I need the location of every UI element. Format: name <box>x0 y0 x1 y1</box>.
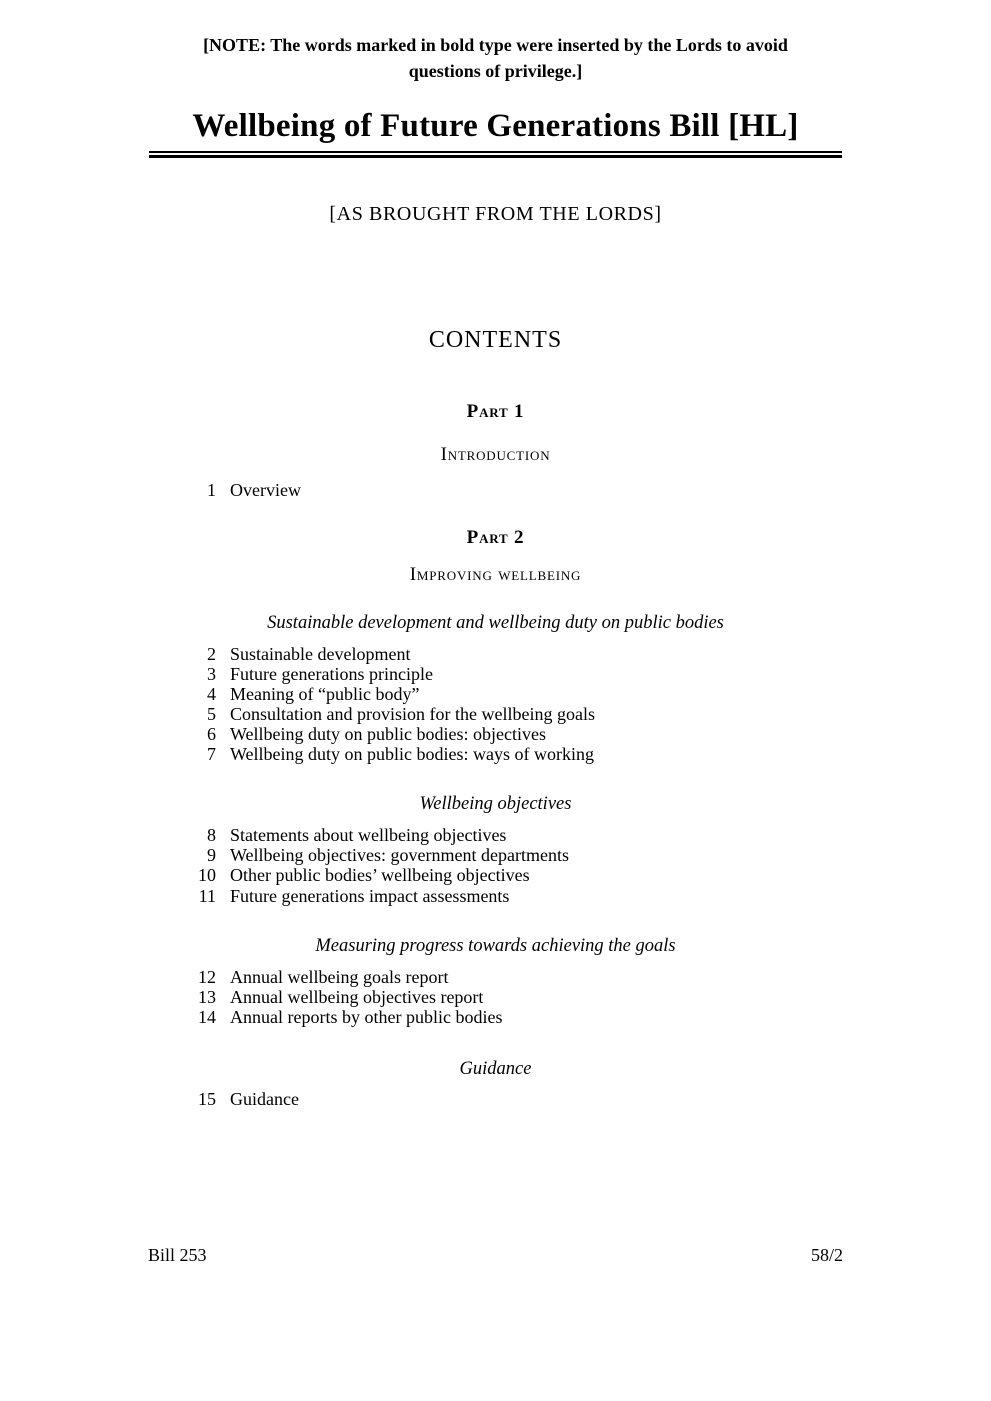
toc-item-number: 3 <box>207 664 216 684</box>
title-double-rule <box>149 151 842 158</box>
toc-item-number: 8 <box>207 825 216 845</box>
toc-part-heading: Part 2 <box>466 527 525 548</box>
toc-crossheading: Guidance <box>459 1059 532 1079</box>
toc-item-title: Future generations impact assessments <box>230 886 510 906</box>
toc-item <box>0 481 991 499</box>
toc-item <box>0 1008 991 1026</box>
toc-item <box>0 1090 991 1108</box>
toc-item-title: Annual wellbeing objectives report <box>230 987 484 1007</box>
toc-item <box>0 887 991 905</box>
toc-item <box>0 968 991 986</box>
toc-item-number: 11 <box>198 886 216 906</box>
toc-item-title: Statements about wellbeing objectives <box>230 825 507 845</box>
toc-item-number: 9 <box>207 845 216 865</box>
session-code: 58/2 <box>810 1245 843 1265</box>
toc-item <box>0 745 991 763</box>
toc-item-number: 4 <box>207 684 216 704</box>
toc-item-title: Annual wellbeing goals report <box>230 967 449 987</box>
brought-from-lords: [AS BROUGHT FROM THE LORDS] <box>329 203 662 225</box>
toc-item-title: Annual reports by other public bodies <box>230 1007 503 1027</box>
toc-item <box>0 665 991 683</box>
toc-item <box>0 846 991 864</box>
toc-crossheading: Measuring progress towards achieving the goals <box>315 936 676 956</box>
toc-item <box>0 988 991 1006</box>
toc-crossheading: Wellbeing objectives <box>419 794 572 814</box>
toc-section-heading: Improving wellbeing <box>409 564 582 585</box>
toc-item-title: Guidance <box>230 1089 299 1109</box>
toc-item <box>0 866 991 884</box>
toc-item <box>0 725 991 743</box>
toc-section-heading: Introduction <box>440 444 551 465</box>
toc-item-title: Meaning of “public body” <box>230 684 420 704</box>
toc-item <box>0 705 991 723</box>
toc-item-number: 15 <box>198 1089 216 1109</box>
toc-crossheading: Sustainable development and wellbeing duty on public bodies <box>267 613 724 633</box>
toc-item-title: Sustainable development <box>230 644 411 664</box>
contents-heading: CONTENTS <box>428 327 563 353</box>
toc-item-title: Overview <box>230 480 301 500</box>
toc-item-number: 13 <box>198 987 216 1007</box>
toc-item-title: Other public bodies’ wellbeing objectives <box>230 865 530 885</box>
toc-item-number: 7 <box>207 744 216 764</box>
bill-title: Wellbeing of Future Generations Bill [HL] <box>192 108 799 144</box>
bill-number: Bill 253 <box>148 1245 207 1265</box>
toc-item <box>0 685 991 703</box>
toc-item <box>0 645 991 663</box>
privilege-note-text: [NOTE: The words marked in bold type were inserted by the Lords to avoid questions of privilege.] <box>203 35 788 81</box>
toc-item-number: 14 <box>198 1007 216 1027</box>
toc-item-title: Wellbeing objectives: government departments <box>230 845 569 865</box>
toc-item-number: 12 <box>198 967 216 987</box>
toc-item-title: Consultation and provision for the wellbeing goals <box>230 704 595 724</box>
toc-item-title: Wellbeing duty on public bodies: ways of working <box>230 744 594 764</box>
toc-item-number: 2 <box>207 644 216 664</box>
toc-item-number: 1 <box>207 480 216 500</box>
privilege-note <box>0 32 991 84</box>
toc-item-title: Wellbeing duty on public bodies: objectives <box>230 724 546 744</box>
toc-item-number: 5 <box>207 704 216 724</box>
toc-part-heading: Part 1 <box>466 401 525 422</box>
toc-item <box>0 826 991 844</box>
toc-item-number: 10 <box>198 865 216 885</box>
toc-item-title: Future generations principle <box>230 664 433 684</box>
toc-item-number: 6 <box>207 724 216 744</box>
